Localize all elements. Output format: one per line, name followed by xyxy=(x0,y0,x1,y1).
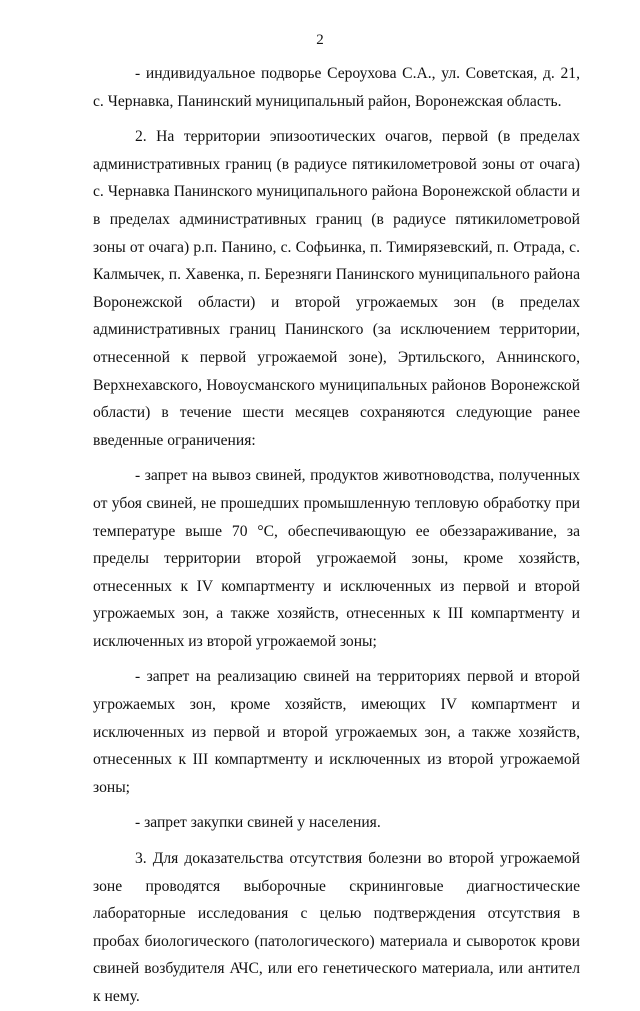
page-number: 2 xyxy=(316,32,324,48)
paragraph-purchase-ban: - запрет закупки свиней у населения. xyxy=(135,814,381,832)
document-body xyxy=(93,60,580,1011)
paragraph-restrictions-intro: 2. На территории эпизоотических очагов, первой (в пределах административных границ (в радиусе пятикилометровой зоны от очага) с. Чернавка Панинского муниципального района Воронежской области и в пределах административных границ (в радиусе пятикилометровой зоны от очага) р.п. Панино, с. Софьинка, п. Тимирязевский, п. Отрада, с. Калмычек, п. Хавенка, п. Березняги Панинского муниципального района Воронежской области) и второй угрожаемых зон (в пределах административных границ Панинского (за исключением территории, отнесенной к первой угрожаемой зоне), Эртильского, Аннинского, Верхнехавского, Новоусманского муниципальных районов Воронежской области) в течение шести месяцев сохраняются следующие ранее введенные ограничения: xyxy=(93,128,580,449)
paragraph-sale-ban: - запрет на реализацию свиней на территориях первой и второй угрожаемых зон, кроме хозяйств, имеющих IV компартмент и исключенных из первой и второй угрожаемых зон, а также хозяйств, отнесенных к III компартменту и исключенных из второй угрожаемой зоны; xyxy=(93,668,580,796)
paragraph-lab-testing: 3. Для доказательства отсутствия болезни во второй угрожаемой зоне проводятся выборочные скрининговые диагностические лабораторные исследования с целью подтверждения отсутствия в пробах биологического (патологического) материала и сывороток крови свиней возбудителя АЧС, или его генетического материала, или антител к нему. xyxy=(93,850,580,1005)
paragraph-export-ban: - запрет на вывоз свиней, продуктов животноводства, полученных от убоя свиней, не прошедших промышленную тепловую обработку при температуре выше 70 °С, обеспечивающую ее обеззараживание, за пределы территории второй угрожаемой зоны, кроме хозяйств, отнесенных к IV компартменту и исключенных из первой и второй угрожаемых зон, а также хозяйств, отнесенных к III компартменту и исключенных из второй угрожаемой зоны; xyxy=(93,467,580,650)
paragraph-farm-address: - индивидуальное подворье Сероухова С.А., ул. Советская, д. 21, с. Чернавка, Панинский муниципальный район, Воронежская область. xyxy=(93,65,580,110)
